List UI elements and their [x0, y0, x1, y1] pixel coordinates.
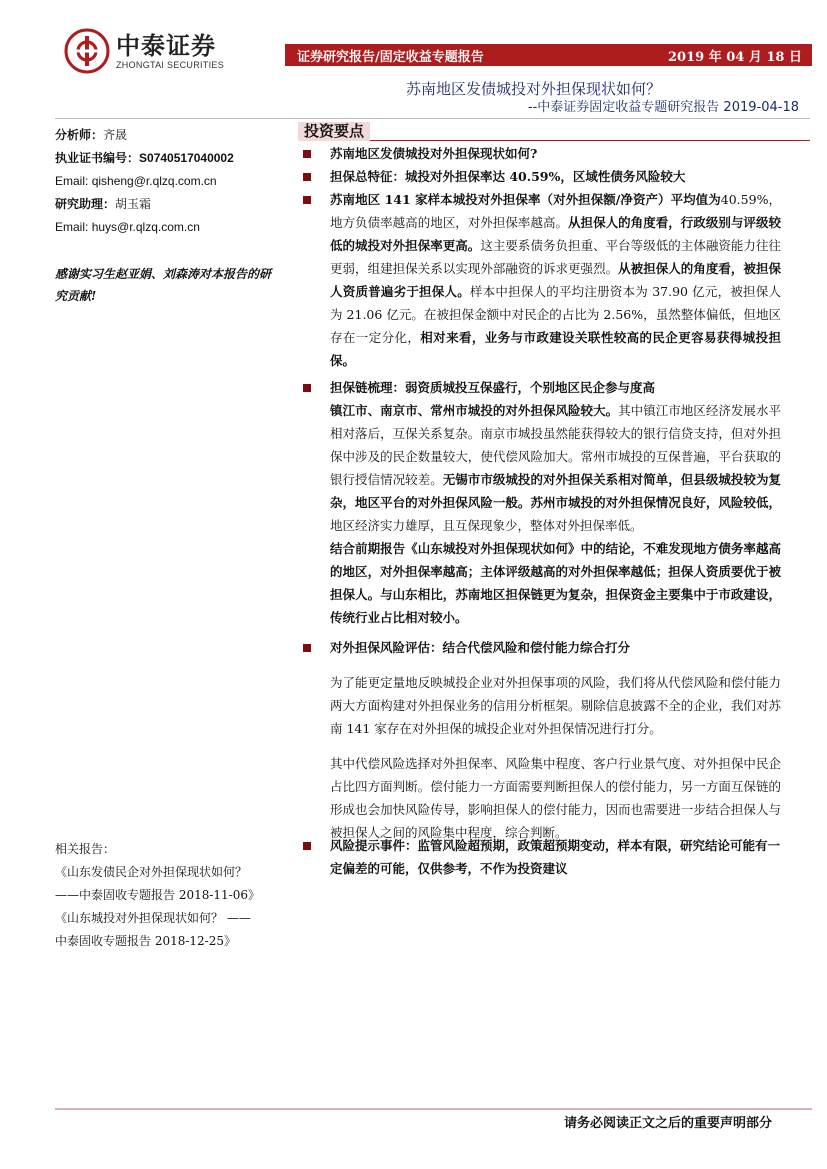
key-points [303, 142, 781, 372]
email-label-1: Email: [55, 174, 89, 188]
point-5-body-2: 其中代偿风险选择对外担保率、风险集中程度、客户行业景气度、对外担保中民企占比四方面判断。偿付能力一方面需要判断担保人的偿付能力，另一方面互保链的形成也会加快风险传导，影响担保人的偿付能力，因而也需要进一步结合担保人与被担保人之间的风险集中程度，综合判断。 [330, 756, 781, 840]
square-bullet-icon [303, 384, 311, 392]
report-subtitle: --中泰证券固定收益专题研究报告 2019-04-18 [527, 100, 799, 115]
point-4-body: 镇江市、南京市、常州市城投的对外担保风险较大。其中镇江市地区经济发展水平相对落后，互保关系复杂。南京市城投虽然能获得较大的银行信贷支持，但对外担保中涉及的民企数量较大，使代偿风险加大。常州市城投的互保普遍，平台获取的银行授信情况较差。无锡市市级城投的对外担保关系相对简单，但县级城投较为复杂，地区平台的对外担保风险一般。苏州市城投的对外担保情况良好，风险较低，地区经济实力雄厚，且互保现象少，整体对外担保率低。 [330, 403, 781, 533]
email-2: huys@r.qlzq.com.cn [91, 220, 200, 234]
header-divider [55, 118, 810, 119]
assistant-name: 胡玉霜 [115, 197, 152, 211]
assistant-row [55, 193, 281, 216]
point-6: 风险提示事件：监管风险超预期，政策超预期变动，样本有限，研究结论可能有一定偏差的可能，仅供参考，不作为投资建议 [303, 834, 781, 880]
analyst-label: 分析师： [55, 128, 104, 142]
point-2: 担保总特征：城投对外担保率达 40.59%，区域性债务风险较大 [303, 165, 781, 188]
report-date: 2019 年 04 月 18 日 [668, 49, 802, 65]
analyst-row [55, 124, 281, 147]
email-row-1 [55, 170, 281, 193]
report-banner [285, 44, 812, 66]
key-points-2 [303, 376, 781, 629]
square-bullet-icon [303, 150, 311, 158]
logo-name-cn: 中泰证券 [116, 31, 216, 60]
related-report-2a: 《山东城投对外担保现状如何？ —— [55, 911, 251, 925]
report-type: 证券研究报告/固定收益专题报告 [297, 49, 484, 65]
cert-label: 执业证书编号： [55, 151, 140, 165]
related-report-2b: 中泰固收专题报告 2018-12-25》 [55, 934, 237, 948]
cert-number: S0740517040002 [139, 151, 234, 165]
square-bullet-icon [303, 173, 311, 181]
email-label-2: Email: [55, 220, 89, 234]
key-points-3 [303, 636, 781, 844]
footer-disclaimer: 请务必阅读正文之后的重要声明部分 [563, 1116, 772, 1131]
logo-name-en: ZHONGTAI SECURITIES [116, 59, 225, 70]
analyst-name: 齐晟 [103, 128, 128, 142]
square-bullet-icon [303, 644, 311, 652]
related-reports [55, 838, 283, 953]
square-bullet-icon [303, 196, 311, 204]
square-bullet-icon [303, 842, 311, 850]
related-report-1b: ——中泰固收专题报告 2018-11-06》 [55, 888, 261, 902]
acknowledgement: 感谢实习生赵亚娟、刘森涛对本报告的研究贡献! [55, 267, 272, 303]
footer-divider [55, 1108, 812, 1110]
related-report-1a: 《山东发债民企对外担保现状如何？ [55, 865, 248, 879]
point-5: 对外担保风险评估：结合代偿风险和偿付能力综合打分 [303, 636, 781, 659]
related-label: 相关报告： [55, 842, 116, 856]
company-logo [64, 28, 224, 74]
assistant-label: 研究助理： [55, 197, 116, 211]
email-1: qisheng@r.qlzq.com.cn [91, 174, 217, 188]
cert-row [55, 147, 281, 170]
risk-warning [303, 834, 781, 880]
point-4: 担保链梳理：弱资质城投互保盛行，个别地区民企参与度高 [303, 376, 781, 399]
analyst-panel [55, 124, 281, 307]
point-4-conclusion: 结合前期报告《山东城投对外担保现状如何》中的结论，不难发现地方债务率越高的地区，对外担保率越高；主体评级越高的对外担保率越低；担保人资质要优于被担保人。与山东相比，苏南地区担保链更为复杂，担保资金主要集中于市政建设，传统行业占比相对较小。 [330, 541, 781, 625]
zhongtai-logo-icon [64, 28, 110, 74]
point-1: 苏南地区发债城投对外担保现状如何? [303, 142, 781, 165]
report-title: 苏南地区发债城投对外担保现状如何？ [405, 80, 661, 98]
section-title: 投资要点 [298, 122, 370, 141]
section-header [298, 121, 810, 141]
point-3: 苏南地区 141 家样本城投对外担保率（对外担保额/净资产）平均值为40.59%，地方负债率越高的地区，对外担保率越高。从担保人的角度看，行政级别与评级较低的城投对外担保率更高。这主要系债务负担重、平台等级低的主体融资能力往往更弱，组建担保关系以实现外部融资的诉求更强烈。从被担保人的角度看，被担保人资质普遍劣于担保人。样本中担保人的平均注册资本为 37.90 亿元，被担保人为 21.06 亿元。在被担保金额中对民企的占比为 2.56%，虽然整体偏低，但地区存在一定分化，相对来看，业务与市政建设关联性较高的民企更容易获得城投担保。 [303, 188, 781, 372]
email-row-2 [55, 216, 281, 239]
point-5-body-1: 为了能更定量地反映城投企业对外担保事项的风险，我们将从代偿风险和偿付能力两大方面构建对外担保业务的信用分析框架。剔除信息披露不全的企业，我们对苏南 141 家存在对外担保的城投企业对外担保情况进行打分。 [330, 675, 781, 736]
